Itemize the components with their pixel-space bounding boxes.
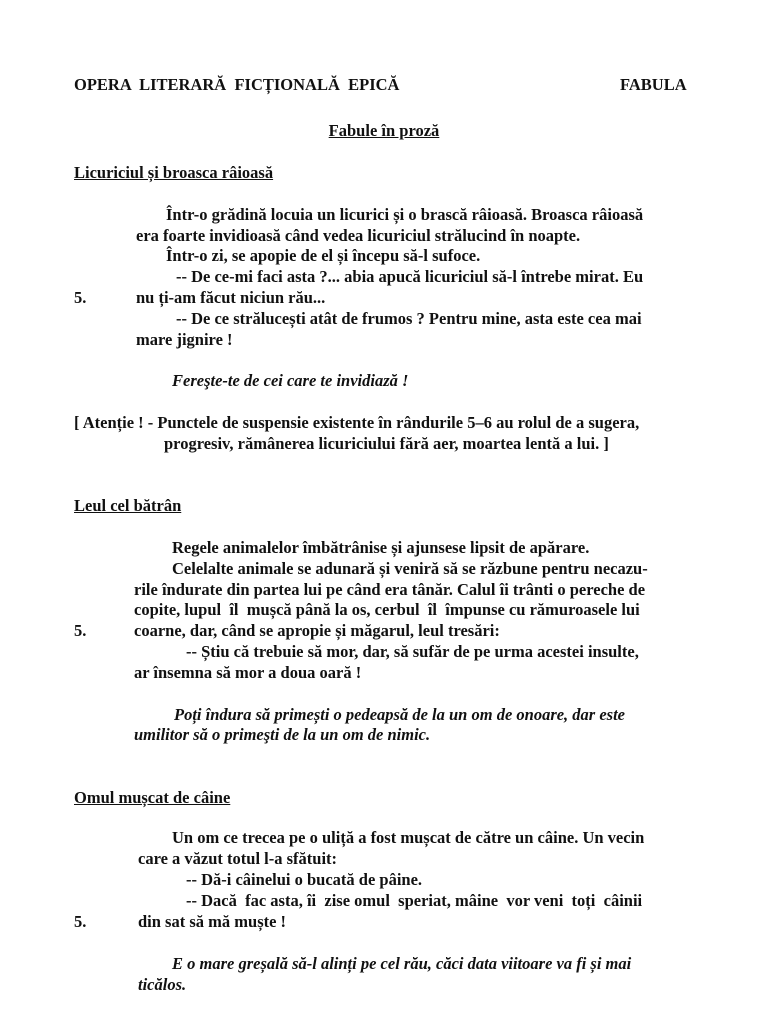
fable-line: care a văzut totul l-a sfătuit: [138, 849, 338, 868]
fable-line: -- Dă-i câinelui o bucată de pâine. [186, 870, 423, 889]
line-number: 5. [74, 621, 87, 640]
fable-line: Într-o zi, se apopie de el și începu să-l sufoce. [166, 246, 481, 265]
fable-title: Licuriciul și broasca râioasă [74, 163, 274, 182]
fable-line: Într-o grădină locuia un licurici și o brască râioasă. Broasca râioasă [166, 205, 644, 224]
line-number: 5. [74, 288, 87, 307]
fable-line: din sat să mă muște ! [138, 912, 287, 931]
fable-line: coarne, dar, când se apropie și măgarul, leul tresări: [134, 621, 500, 640]
fable-line: Un om ce trecea pe o uliță a fost mușcat de către un câine. Un vecin [172, 828, 645, 847]
fable-line: -- De ce strălucești atât de frumos ? Pentru mine, asta este cea mai [176, 309, 642, 328]
fable-line: mare jignire ! [136, 330, 233, 349]
fable-line: Regele animalelor îmbătrânise și ajunsese lipsit de apărare. [172, 538, 590, 557]
fable-title: Omul mușcat de câine [74, 788, 231, 807]
fable-line: -- Dacă fac asta, îi zise omul speriat, mâine vor veni toți câinii [186, 891, 643, 910]
fable-moral: E o mare greșală să-l alinți pe cel rău, căci data viitoare va fi și mai [172, 954, 632, 973]
fable-line: era foarte invidioasă când vedea licuriciul strălucind în noapte. [136, 226, 581, 245]
fable-line: copite, lupul îl mușcă până la os, cerbul îl împunse cu rămuroasele lui [134, 600, 640, 619]
fable-title: Leul cel bătrân [74, 496, 182, 515]
fable-line: Celelalte animale se adunară și veniră să se răzbune pentru necazu- [172, 559, 648, 578]
note: [ Atenție ! - Punctele de suspensie existente în rândurile 5–6 au rolul de a sugera, [74, 413, 640, 432]
line-number: 5. [74, 912, 87, 931]
section-header-right: FABULA [620, 75, 687, 94]
note: progresiv, rămânerea licuriciului fără aer, moartea lentă a lui. ] [164, 434, 609, 453]
fable-moral: Poți îndura să primești o pedeapsă de la un om de onoare, dar este [174, 705, 626, 724]
fable-line: rile îndurate din partea lui pe când era tânăr. Calul îi trânti o pereche de [134, 580, 646, 599]
page-title: Fabule în proză [328, 121, 440, 140]
fable-line: ar însemna să mor a doua oară ! [134, 663, 362, 682]
fable-moral: Fereşte-te de cei care te invidiază ! [172, 371, 409, 390]
fable-line: -- De ce-mi faci asta ?... abia apucă licuriciul să-l întrebe mirat. Eu [176, 267, 644, 286]
fable-line: -- Știu că trebuie să mor, dar, să sufăr de pe urma acestei insulte, [186, 642, 639, 661]
fable-line: nu ți-am făcut niciun rău... [136, 288, 326, 307]
fable-moral: umilitor să o primeşti de la un om de nimic. [134, 725, 431, 744]
fable-moral: ticălos. [138, 975, 187, 994]
section-header-left: OPERA LITERARĂ FICȚIONALĂ EPICĂ [74, 75, 400, 94]
